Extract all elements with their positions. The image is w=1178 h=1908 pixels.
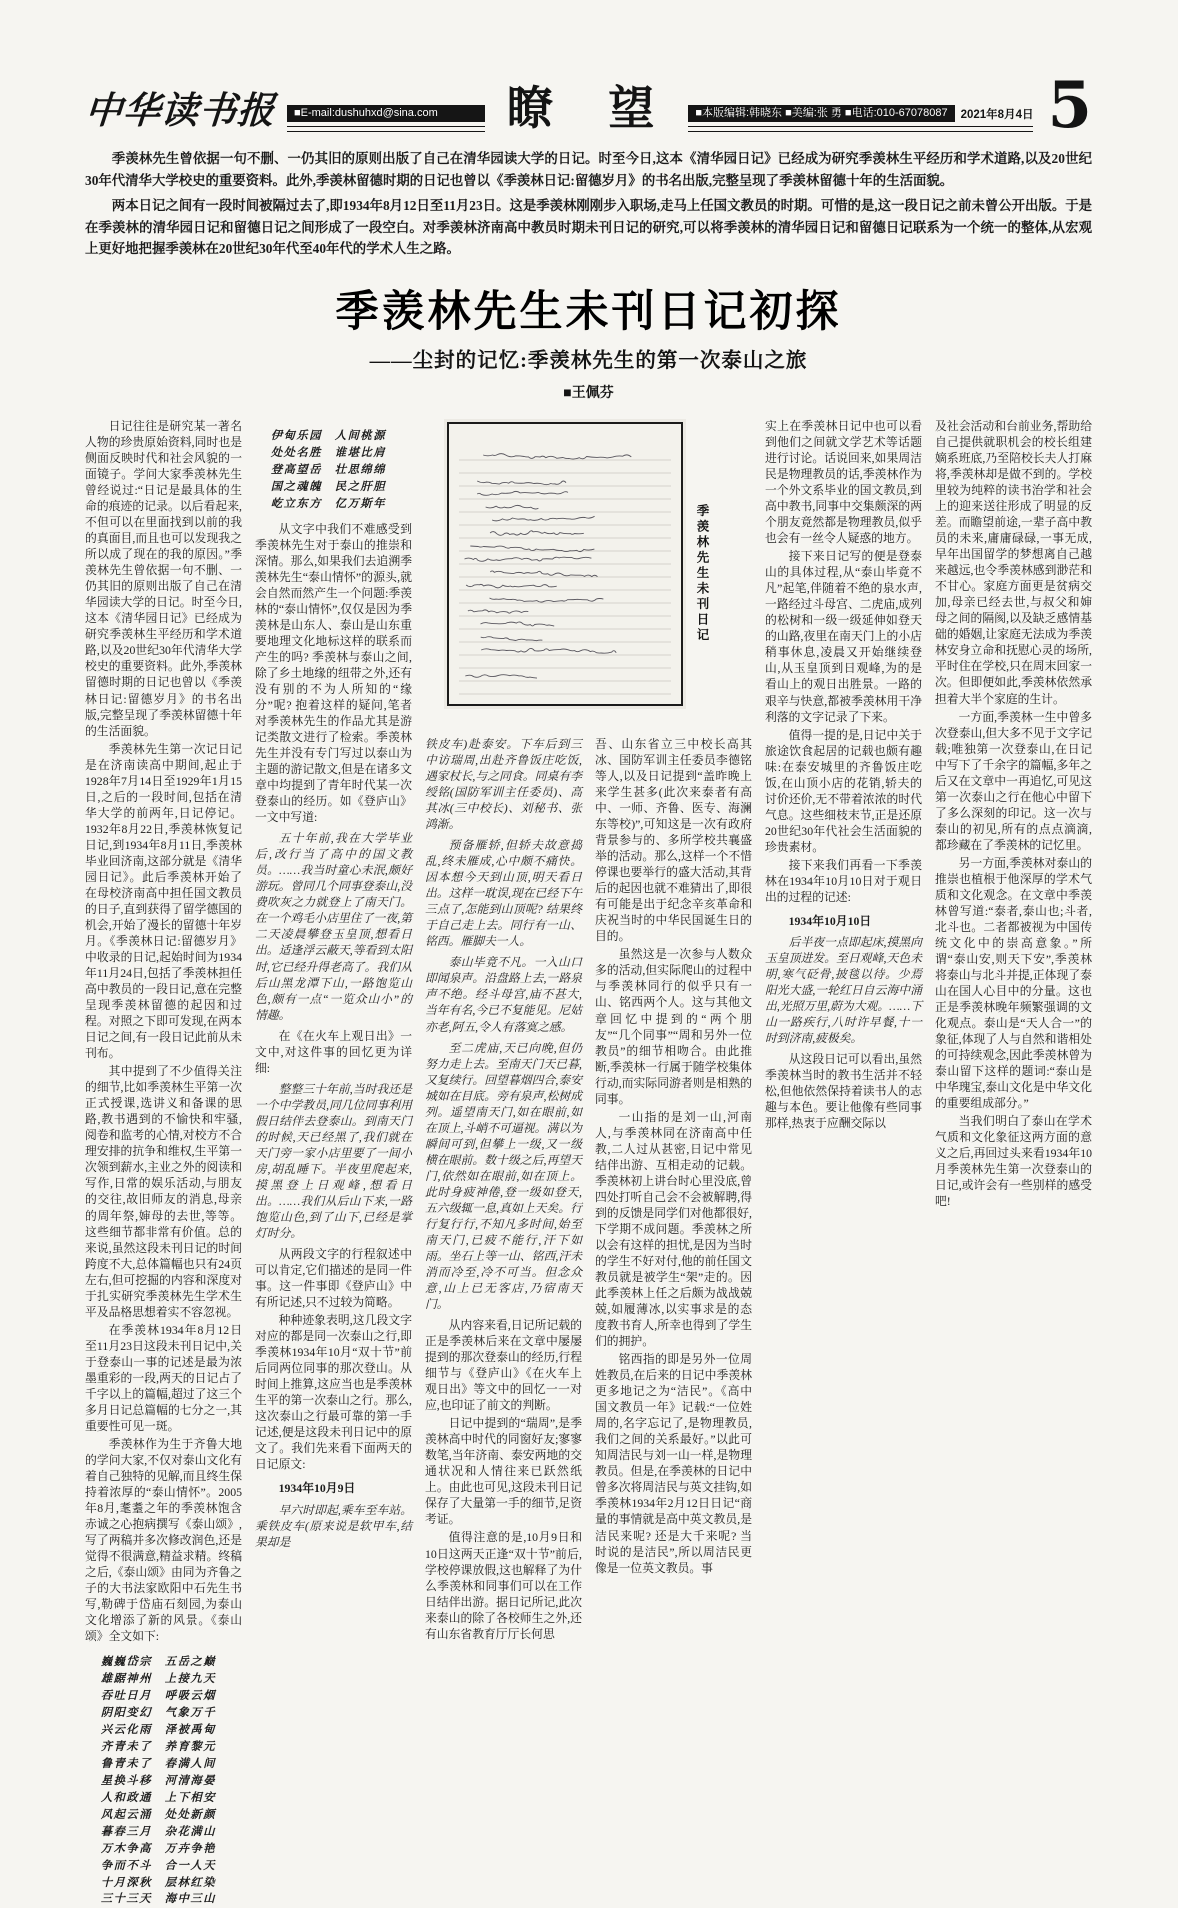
edition-info-bar: ■本版编辑:韩晓东 ■美编:张 勇 ■电话:010-67078087 (688, 105, 954, 122)
body-paragraph: 季羡林作为生于齐鲁大地的学问大家,不仅对泰山文化有着自己独特的见解,而且终生保持着浓厚的“泰山情怀”。2005年8月,耄耋之年的季羡林饱含赤诚之心抱病撰写《泰山颂》,写了两稿并多次修改润色,还是觉得不很满意,精益求精。终稿之后,《泰山颂》由同为齐鲁之子的大书法家欧阳中石先生书写,勒碑于岱庙石刻园,为泰山文化增添了新的风景。《泰山颂》全文如下: (85, 1436, 242, 1644)
body-paragraph: 接下来我们再看一下季羡林在1934年10月10日对于观日出的过程的记述: (765, 857, 922, 904)
article-author: ■王佩芬 (563, 385, 614, 401)
body-paragraph-continued: 吾、山东省立三中校长高其冰、国防军训主任委员李德铭等人,以及日记提到“盖昨晚上来学生甚多(此次来泰者有高中、一师、齐鲁、医专、海澜东等校)”,可知这是一次有政府背景参与的、多所学校共襄盛举的活动。那么,这样一个不惜停课也要举行的盛大活动,其背后的起因也就不难猜出了,即很有可能是出于纪念辛亥革命和庆祝当时的中华民国诞生日的目的。 (595, 736, 752, 944)
diary-quote: 整整三十年前,当时我还是一个中学教员,同几位同事利用假日结伴去登泰山。到南天门的时候,天已经黑了,我们就在天门旁一家小店里要了一间小房,胡乱睡下。半夜里爬起来,摸黑登上日观峰,想看日出。……我们从后山下来,一路饱览山色,到了山下,已经是掌灯时分。 (255, 1081, 412, 1241)
diary-photo (447, 422, 709, 706)
poem-line: 阴阳变幻 气象万千 (100, 1707, 216, 1720)
double-rule-right (688, 126, 1033, 132)
text-column-5 (765, 418, 922, 1770)
poem-line: 暮春三月 杂花满山 (100, 1825, 216, 1838)
body-paragraph: 从两段文字的行程叙述中可以肯定,它们描述的是同一件事。这一件事即《登庐山》中有所记述,只不过较为简略。 (255, 1247, 412, 1310)
handwriting-image (449, 424, 681, 704)
body-paragraph: 从这段日记可以看出,虽然季羡林当时的教书生活并不轻松,但他依然保持着读书人的志趣与本色。要让他像有些同事那样,热衷于应酬交际以 (765, 1052, 922, 1131)
text-column-2 (255, 418, 412, 1770)
body-paragraph-continued: 及社会活动和台前业务,帮助给自己提供就职机会的校长组建嫡系班底,乃至陪校长夫人打麻将,季羡林却是做不到的。学校里较为纯粹的读书治学和社会上的迎来送往形成了明显的反差。而瞻望前途,一辈子高中教员的未来,庸庸碌碌,一事无成,早年出国留学的梦想离自己越来越远,也令季羡林感到渺茫和不甘心。家庭方面更是贫病交加,母亲已经去世,与叔父和婶母之间的隔阂,以及缺乏感情基础的婚姻,让家庭无法成为季羡林安身立命和抚慰心灵的场所,平时住在学校,只在周末回家一次。但即便如此,季羡林依然承担着大半个家庭的生计。 (935, 418, 1092, 706)
masthead-right-rules (688, 105, 1033, 132)
body-paragraph-continued: 实上在季羡林日记中也可以看到他们之间就文学艺术等话题进行讨论。话说回来,如果周洁民是物理教员的话,季羡林作为一个外文系毕业的国文教员,到高中教书,同事中交集颇深的两个朋友竟然都是物理教员,似乎也会有一丝令人疑惑的地方。 (765, 418, 922, 546)
poem-line: 屹立东方 亿万斯年 (270, 497, 386, 510)
newspaper-logo: 中华读书报 (83, 91, 277, 133)
poem-line: 鲁青未了 春满人间 (100, 1757, 216, 1770)
text-column-6 (935, 418, 1092, 1770)
diary-date-heading: 1934年10月9日 (278, 1481, 356, 1496)
masthead (83, 68, 1092, 143)
poem-line: 国之魂魄 民之肝胆 (270, 480, 386, 493)
body-paragraph: 接下来日记写的便是登泰山的具体过程,从“泰山毕竟不凡”起笔,伴随着不绝的泉水声,一路经过斗母宫、二虎庙,成列的松树和一级一级延伸如登天的山路,夜里在南天门上的小店稍事休息,凌晨又开始继续登山,从玉皇顶到日观峰,为的是看山上的观日出胜景。一路的艰辛与快意,都被季羡林用干净利落的文字记录了下来。 (765, 549, 922, 724)
body-paragraph: 日记中提到的“瑞周”,是季羡林高中时代的同窗好友;寥寥数笔,当年济南、泰安两地的交通状况和人情往来已跃然纸上。由此也可见,这段未刊日记保存了大量第一手的细节,足资考证。 (425, 1416, 582, 1527)
lede-paragraph-1: 季羡林先生曾依据一句不删、一仍其旧的原则出版了自己在清华园读大学的日记。时至今日,这本《清华园日记》已经成为研究季羡林生平经历和学术道路,以及20世纪30年代清华大学校史的重要资料。此外,季羡林留德时期的日记也曾以《季羡林日记:留德岁月》的书名出版,完整呈现了季羡林留德十年的生活面貌。 (85, 151, 1092, 189)
photo-caption: 季羡林先生未刊日记 (695, 503, 709, 644)
body-paragraph: 从文字中我们不难感受到季羡林先生对于泰山的推崇和深情。那么,如果我们去追溯季羡林先生“泰山情怀”的源头,就会自然而然产生一个问题:季羡林的“泰山情怀”,仅仅是因为季羡林是山东人、泰山是山东重要地理文化地标这样的联系而产生的吗? 季羡林与泰山之间,除了乡土地缘的纽带之外,还有没有别的不为人所知的“缘分”呢? 抱着这样的疑问,笔者对季羡林先生的作品尤其是游记类散文进行了检索。季羡林先生并没有专门写过以泰山为主题的游记散文,但是在诸多文章中均提到了青年时代某一次登泰山的经历。如《登庐山》一文中写道: (255, 521, 412, 825)
body-paragraph: 虽然这是一次参与人数众多的活动,但实际爬山的过程中与季羡林同行的似乎只有一山、铭西两个人。这与其他文章回忆中提到的“两个朋友”“几个同事”“周和另外一位教员”的细节相吻合。由此推断,季羡林一行属于随学校集体行动,而实际同游者则是相熟的同事。 (595, 947, 752, 1106)
poem-line: 兴云化雨 泽被禹甸 (100, 1724, 216, 1737)
section-title: 瞭 望 (506, 83, 677, 135)
poem-line: 齐青未了 养育黎元 (100, 1741, 216, 1754)
lede-paragraph-2: 两本日记之间有一段时间被隔过去了,即1934年8月12日至11月23日。这是季羡林刚刚步入职场,走马上任国文教员的时期。可惜的是,这一段日记之前未曾公开出版。于是在季羡林的清华园日记和留德日记之间形成了一段空白。对季羡林济南高中教员时期未刊日记的研究,可以将季羡林的清华园日记和留德日记联系为一个统一的整体,从宏观上更好地把握季羡林在20世纪30年代至40年代的学术人生之路。 (85, 197, 1092, 257)
body-paragraph: 其中提到了不少值得关注的细节,比如季羡林生平第一次正式授课,选讲义和备课的思路,教书遇到的不愉快和牢骚,阅卷和监考的心情,对校方不合理安排的抗争和维权,生平第一次领到薪水,主业之外的阅读和写作,日常的娱乐活动,与朋友的交往,故旧师友的消息,母亲的周年祭,婶母的去世,等等。这些细节都非常有价值。总的来说,虽然这段未刊日记的时间跨度不大,总体篇幅也只有24页左右,但可挖掘的内容和深度对于扎实研究季羡林先生学术生平及品格思想着实不容忽视。 (85, 1064, 242, 1319)
body-paragraph: 从内容来看,日记所记载的正是季羡林后来在文章中屡屡提到的那次登泰山的经历,行程细节与《登庐山》《在火车上观日出》等文中的回忆一一对应,也印证了前文的判断。 (425, 1318, 582, 1413)
article-body (85, 418, 1092, 1906)
poem-line: 吞吐日月 呼吸云烟 (100, 1690, 216, 1703)
poem-line: 风起云涌 处处新颜 (100, 1808, 216, 1821)
body-paragraph: 一方面,季羡林一生中曾多次登泰山,但大多不见于文字记载;唯独第一次登泰山,在日记中写下了千余字的篇幅,多年之后又在文章中一再追忆,可见这第一次泰山之行在他心中留下了多么深刻的印记。这一次与泰山的初见,所有的点点滴滴,都珍藏在了季羡林的记忆里。 (935, 709, 1092, 852)
poem-line: 处处名胜 谁堪比肩 (270, 446, 386, 459)
body-paragraph: 在季羡林1934年8月12日至11月23日这段未刊日记中,关于登泰山一事的记述是最为浓墨重彩的一段,两天的日记占了千字以上的篇幅,超过了这三个多月日记总篇幅的七分之一,其重要性可见一斑。 (85, 1322, 242, 1433)
body-paragraph: 种种迹象表明,这几段文字对应的都是同一次泰山之行,即季羡林1934年10月“双十节”前后同两位同事的那次登山。从时间上推算,这应当也是季羡林生平的第一次泰山之行。那么,这次泰山之行最可靠的第一手记述,便是这段未刊日记中的原文了。我们先来看下面两天的日记原文: (255, 1313, 412, 1472)
body-paragraph: 一山指的是刘一山,河南人,与季羡林同在济南高中任教,二人过从甚密,日记中常见结伴出游、互相走动的记载。季羡林初上讲台时心里没底,曾四处打听自己会不会被解聘,得到的反馈是同学们对他都很好,下学期不成问题。季羡林之所以会有这样的担忧,是因为当时的学生不好对付,他的前任国文教员就是被学生“架”走的。因此季羡林上任之后颇为战战兢兢,如履薄冰,以实事求是的态度教书育人,所幸也得到了学生们的拥护。 (595, 1109, 752, 1349)
diary-quote: 后半夜一点即起床,摸黑向玉皇顶进发。至日观峰,天色未明,寒气砭骨,披毯以待。少焉阳光大盛,一轮红日自云海中涌出,光照万里,蔚为大观。……下山一路疾行,八时许早餐,十一时到济南,疲极矣。 (765, 934, 922, 1046)
diary-quote: 至二虎庙,天已向晚,但仍努力走上去。至南天门天已暮,又复续行。回望暮烟四合,泰安城如在目底。旁有泉声,松树成列。遥望南天门,如在眼前,如在顶上,斗峭不可逼视。满以为瞬间可到,但攀上一级,又一级横在眼前。数十级之后,再望天门,依然如在眼前,如在顶上。此时身疲神倦,登一级如登天,五六级辄一息,真如上天矣。行行复行行,不知凡多时间,始至南天门,已疲不能行,汗下如雨。坐石上等一山、铭西,汗未消而冷至,冷不可当。但念众意,山上已无客店,乃宿南天门。 (425, 1040, 582, 1312)
poem-line: 争而不斗 合一人天 (100, 1859, 216, 1872)
article-subtitle: ——尘封的记忆:季羡林先生的第一次泰山之旅 (369, 349, 808, 372)
email-bar: ■E-mail:dushuhxd@sina.com (287, 105, 485, 122)
diary-quote-continued: 铁皮车)赴泰安。下车后到三中访瑞周,出赴齐鲁饭庄吃饭,遇家杖长,与之同食。同桌有李绶铭(国防军训主任委员)、高其冰(三中校长)、刘秘书、张鸿渐。 (425, 736, 582, 832)
poem-line: 登高望岳 壮思绵绵 (270, 463, 386, 476)
diary-quote: 泰山毕竟不凡。一入山口即闻泉声。沿盘路上去,一路泉声不绝。经斗母宫,庙不甚大,当年有名,今已不复能见。尼姑亦老,阿五,令人有落寞之感。 (425, 955, 582, 1034)
poem-line: 巍巍岱宗 五岳之巅 (100, 1656, 216, 1669)
poem-stanza (255, 428, 412, 513)
body-paragraph: 在《在火车上观日出》一文中,对这件事的回忆更为详细: (255, 1028, 412, 1075)
poem-line: 雄踞神州 上接九天 (100, 1673, 216, 1686)
poem-line: 三十三天 海中三山 (100, 1893, 216, 1906)
body-paragraph: 季羡林先生第一次记日记是在济南读高中期间,起止于1928年7月14日至1929年1月15日,之后的一段时间,包括在清华大学的前两年,日记停记。1932年8月22日,季羡林恢复记日记,到1934年8月11日,季羡林毕业回济南,这部分就是《清华园日记》。此后季羡林开始了在母校济南高中担任国文教员的日子,直到获得了留学德国的机会,开始了漫长的留德十年岁月。《季羡林日记:留德岁月》中收录的日记,起始时间为1934年11月24日,包括了季羡林担任高中教员的一段日记,意在完整呈现季羡林留德的起因和过程。对照之下即可发现,在两本日记之间,有一段日记此前从未刊布。 (85, 741, 242, 1061)
body-paragraph: 当我们明白了泰山在学术气质和文化象征这两方面的意义之后,再回过头来看1934年10月季羡林先生第一次登泰山的日记,或许会有一些别样的感受吧! (935, 1114, 1092, 1209)
diary-quote: 早六时即起,乘车至车站。乘铁皮车(原来说是软甲车,结果却是 (255, 1502, 412, 1549)
poem-line: 万木争高 万卉争艳 (100, 1842, 216, 1855)
diary-quote: 预备雁轿,但轿夫故意捣乱,终未雁成,心中颇不痛快。因本想今天到山顶,明天看日出。这样一耽误,现在已经下午三点了,怎能到山顶呢? 结果终于自己走上去。同行有一山、铭西。雁脚夫一人。 (425, 838, 582, 949)
diary-quote: 五十年前,我在大学毕业后,改行当了高中的国文教员。……我当时童心未泯,颇好游玩。曾同几个同事登泰山,没费吹灰之力就登上了南天门。在一个鸡毛小店里住了一夜,第二天凌晨攀登玉皇顶,想看日出。适逢浮云蔽天,等看到太阳时,它已经升得老高了。我们从后山黑龙潭下山,一路饱览山色,颇有一点“一览众山小”的情趣。 (255, 831, 412, 1022)
double-rule-left (287, 126, 485, 132)
text-column-1 (85, 418, 242, 1906)
article-title: 季羡林先生未刊日记初探 (335, 288, 842, 336)
lede-summary (85, 148, 1092, 260)
body-paragraph: 日记往往是研究某一著名人物的珍贵原始资料,同时也是侧面反映时代和社会风貌的一面镜子。学问大家季羡林先生曾经说过:“日记是最具体的生命的痕迹的记录。以后看起来,不但可以在里面找到以前的我的真面目,而且也可以发现我之所以成了现在的我的原因。”季羡林先生曾依据一句不删、一仍其旧的原则出版了自己在清华园读大学的日记。时至今日,这本《清华园日记》已经成为研究季羡林生平经历和学术道路,以及20世纪30年代清华大学校史的重要资料。此外,季羡林留德时期的日记也曾以《季羡林日记:留德岁月》的书名出版,完整呈现了季羡林留德十年的生活面貌。 (85, 418, 242, 738)
body-paragraph: 铭西指的即是另外一位周姓教员,在后来的日记中季羡林更多地记之为“洁民”。《高中国文教员一年》记载:“一位姓周的,名字忘记了,是物理教员,我们之间的关系最好。”以此可知周洁民与刘一山一样,是物理教员。但是,在季羡林的日记中曾多次将周洁民与英文挂钩,如季羡林1934年2月12日日记“商量的事情就是高中英文教员,是洁民来呢? 还是大千来呢? 当时说的是洁民”,所以周洁民更像是一位英文教员。事 (595, 1352, 752, 1575)
body-paragraph: 另一方面,季羡林对泰山的推崇也植根于他深厚的学术气质和文化观念。在文章中季羡林曾写道:“泰者,泰山也;斗者,北斗也。二者都被视为中国传统文化中的崇高意象。”所谓“泰山安,则天下安”,季羡林将泰山与北斗并提,正体现了泰山在国人心目中的分量。这也正是季羡林晚年频繁强调的文化观点。泰山是“天人合一”的象征,体现了人与自然和谐相处的可持续观念,因此季羡林曾为泰山留下这样的题词:“泰山是中华瑰宝,泰山文化是中华文化的重要组成部分。” (935, 855, 1092, 1111)
edition-date: 2021年8月4日 (960, 108, 1034, 121)
poem-line: 星换斗移 河清海晏 (100, 1774, 216, 1787)
page-number: 5 (1047, 68, 1092, 143)
body-paragraph: 值得注意的是,10月9日和10日这两天正逢“双十节”前后,学校停课放假,这也解释了为什么季羡林和同事们可以在工作日结伴出游。据日记所记,此次来泰山的除了各校师生之外,还有山东省教育厅厅长何思 (425, 1530, 582, 1641)
diary-date-heading: 1934年10月10日 (788, 913, 872, 928)
poem-line: 伊甸乐园 人间桃源 (270, 429, 386, 442)
body-paragraph: 值得一提的是,日记中关于旅途饮食起居的记载也颇有趣味:在泰安城里的齐鲁饭庄吃饭,在山顶小店的花销,轿夫的讨价还价,无不带着浓浓的时代气息。这些细枝末节,正是还原20世纪30年代社会生活面貌的珍贵素材。 (765, 727, 922, 854)
poem-stanza (85, 1654, 242, 1908)
poem-line: 十月深秋 层林红染 (100, 1876, 216, 1889)
poem-line: 人和政通 上下相安 (100, 1791, 216, 1804)
masthead-left-rules (287, 105, 485, 132)
